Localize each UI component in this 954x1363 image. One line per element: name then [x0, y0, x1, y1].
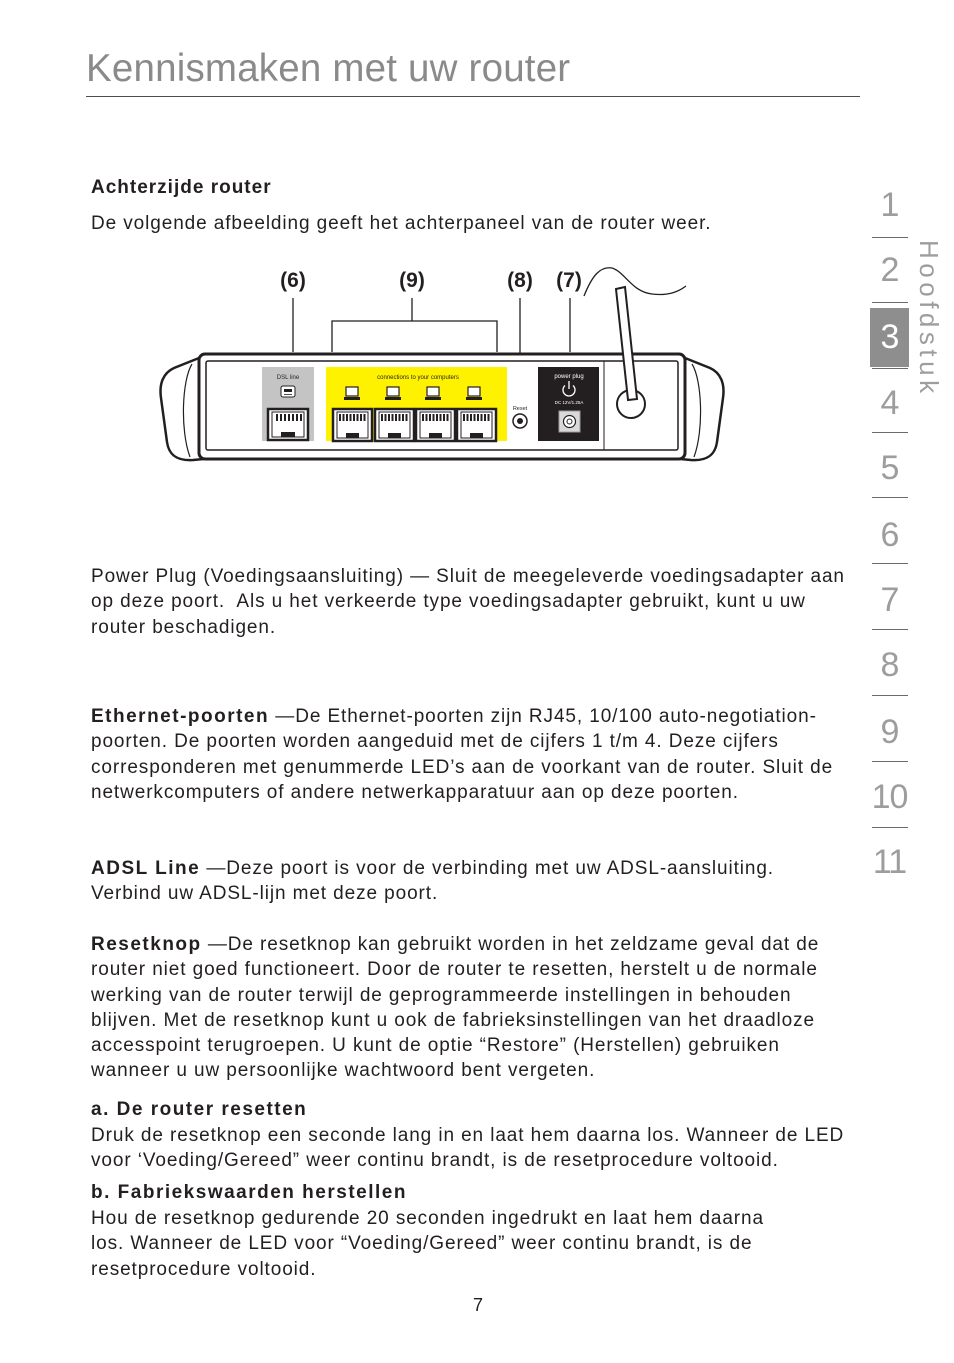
reset-router-paragraph [91, 1123, 844, 1174]
chapter-8: 8 [880, 646, 899, 684]
chapter-divider [872, 695, 908, 696]
chapter-divider [872, 368, 908, 369]
page-number: 7 [472, 1295, 483, 1315]
adsl-paragraph [91, 856, 774, 907]
power-plug-section [538, 367, 599, 441]
text-segment: —De Ethernet-poorten zijn RJ45, 10/100 auto-negotiation- [275, 706, 817, 727]
text-line: resetprocedure voltooid. [91, 1258, 317, 1280]
text-segment: —Deze poort is voor de verbinding met uw ADSL-aansluiting. [206, 858, 774, 879]
dsl-section [262, 367, 314, 441]
chapter-divider [872, 432, 908, 433]
reset-paragraph [91, 932, 819, 1084]
chapter-5: 5 [880, 449, 899, 487]
ethernet-section [326, 367, 507, 441]
chapter-3-active: 3 [880, 318, 899, 356]
text-line: Hou de resetknop gedurende 20 seconden ingedrukt en laat hem daarna [91, 1208, 764, 1229]
text-line: accesspoint terugroepen. U kunt de optie “Restore” (Herstellen) gebruiken [91, 1035, 780, 1057]
text-line: Verbind uw ADSL-lijn met deze poort. [91, 883, 439, 905]
text-line: poorten. De poorten worden aangeduid met de cijfers 1 t/m 4. Deze cijfers [91, 731, 779, 753]
text-line: los. Wanneer de LED voor “Voeding/Gereed” weer continu brandt, is de [91, 1233, 753, 1255]
callout-8: (8) [507, 269, 533, 292]
computer-icon [466, 387, 482, 400]
subsection-heading-reset: a. De router resetten [91, 1099, 308, 1120]
chapter-divider [872, 237, 908, 238]
power-rating: DC 12V/1.25A [554, 400, 584, 405]
connections-label: connections to your computers [377, 375, 459, 381]
text-line: netwerkcomputers of andere netwerkapparatuur aan op deze poorten. [91, 781, 739, 803]
ethernet-port-4 [457, 409, 496, 441]
power-label: power plug [554, 374, 584, 380]
text-line: voor ‘Voeding/Gereed” weer continu brandt, is de resetprocedure voltooid. [91, 1150, 779, 1172]
text-segment: —De resetknop kan gebruikt worden in het zeldzame geval dat de [207, 934, 820, 955]
chapter-10: 10 [871, 778, 908, 816]
text-line: Power Plug (Voedingsaansluiting) — Sluit de meegeleverde voedingsadapter aan [91, 566, 845, 587]
text-line: wanneer u uw persoonlijke wachtwoord bent vergeten. [91, 1060, 596, 1082]
chapter-1: 1 [880, 186, 899, 224]
power-jack [559, 411, 580, 432]
chapter-7: 7 [880, 581, 899, 619]
section-intro: De volgende afbeelding geeft het achterpaneel van de router weer. [91, 213, 712, 234]
phone-icon [281, 386, 295, 397]
text-line [91, 932, 819, 957]
ethernet-port-1 [333, 409, 372, 441]
text-line: Druk de resetknop een seconde lang in en laat hem daarna los. Wanneer de LED [91, 1125, 845, 1146]
chapter-divider [872, 827, 908, 828]
chapter-2: 2 [880, 251, 899, 289]
factory-defaults-paragraph [91, 1206, 764, 1282]
reset-label: Reset [512, 406, 528, 412]
chapter-4: 4 [880, 384, 899, 422]
text-line: op deze poort. Als u het verkeerde type voedingsadapter gebruikt, kunt u uw [91, 591, 806, 613]
paragraph-lead: Resetknop [91, 934, 202, 955]
callout-6: (6) [280, 269, 306, 292]
reset-button [513, 406, 528, 428]
text-line [91, 704, 833, 729]
text-line: router beschadigen. [91, 616, 277, 638]
computer-icon [344, 387, 360, 400]
chapter-11: 11 [872, 843, 907, 881]
ethernet-paragraph [91, 704, 833, 805]
dsl-port [268, 409, 308, 440]
chapter-divider [872, 563, 908, 564]
power-plug-paragraph [91, 564, 845, 640]
chapter-divider [872, 497, 908, 498]
page-title: Kennismaken met uw router [86, 47, 571, 90]
chapter-6: 6 [880, 516, 899, 554]
dsl-label: DSL line [276, 375, 300, 381]
paragraph-lead: Ethernet-poorten [91, 706, 270, 727]
router-rear-panel-figure [150, 255, 730, 470]
chapter-divider [872, 302, 908, 303]
antenna-cable [584, 268, 686, 296]
computer-icon [425, 387, 441, 400]
text-line: blijven. Met de resetknop kunt u ook de fabrieksinstellingen van het draadloze [91, 1009, 815, 1031]
text-line [91, 856, 774, 881]
computer-icon [385, 387, 401, 400]
ethernet-port-2 [375, 409, 414, 441]
chapter-divider [872, 761, 908, 762]
chapter-9: 9 [880, 713, 899, 751]
chapter-label: Hoofdstuk [914, 240, 944, 398]
paragraph-lead: ADSL Line [91, 858, 201, 879]
callout-9: (9) [399, 269, 425, 292]
callout-7: (7) [556, 269, 582, 292]
chapter-divider [872, 629, 908, 630]
subsection-heading-factory: b. Fabriekswaarden herstellen [91, 1182, 407, 1203]
text-line: werking van de router terwijl de geprogrammeerde instellingen in behouden [91, 984, 792, 1006]
section-heading: Achterzijde router [91, 177, 272, 198]
text-line: router niet goed functioneert. Door de router te resetten, herstelt u de normale [91, 959, 818, 981]
text-line: corresponderen met genummerde LED’s aan de voorkant van de router. Sluit de [91, 756, 834, 778]
ethernet-port-3 [416, 409, 455, 441]
title-rule [86, 96, 860, 97]
